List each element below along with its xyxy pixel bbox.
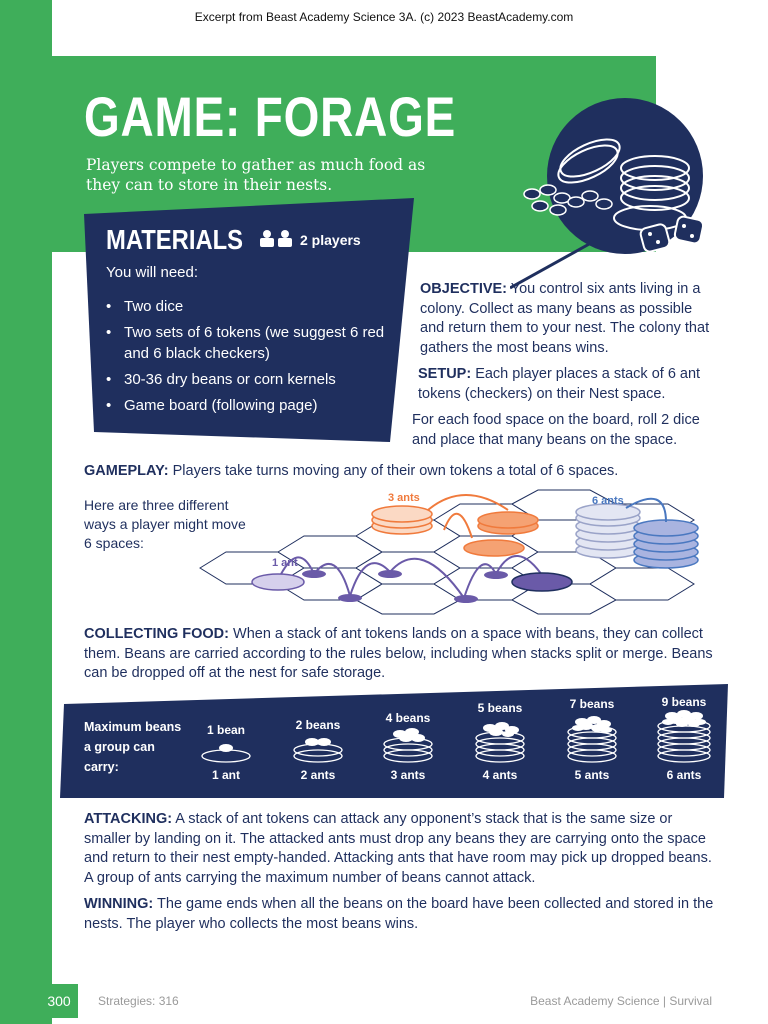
left-green-stripe bbox=[0, 0, 52, 1024]
page-subtitle: Players compete to gather as much food as they can to store in their nests. bbox=[86, 156, 426, 194]
footer-book: Beast Academy Science | Survival bbox=[530, 994, 712, 1008]
page-number: 300 bbox=[40, 984, 78, 1018]
ants-label: 4 ants bbox=[482, 768, 518, 782]
setup-text: Each player places a stack of 6 ant tokens (checkers) on their Nest space. bbox=[418, 366, 701, 402]
page-title: GAME: FORAGE bbox=[84, 85, 457, 148]
ants-label: 2 ants bbox=[300, 768, 336, 782]
collecting-text: When a stack of ant tokens lands on a space with beans, they can collect them. Beans are carried according to the rules below, including when stacks split or merge. Beans can be dropped off at the nest for safe storage. bbox=[84, 626, 713, 681]
movement-diagram bbox=[196, 486, 720, 616]
materials-item: • Game board (following page) bbox=[106, 395, 396, 416]
objective-paragraph bbox=[420, 280, 720, 358]
attacking-text: A stack of ant tokens can attack any opponent’s stack that is the same size or smaller by landing on it. The attacked ants must drop any beans they are carrying onto the space and return to their nest empty-handed. Attacking ants that have room may pick up dropped beans. A group of ants carrying the maximum number of beans cannot attack. bbox=[84, 811, 712, 886]
gameplay-text: Players take turns moving any of their own tokens a total of 6 spaces. bbox=[168, 463, 619, 479]
attacking-label: ATTACKING: bbox=[84, 811, 173, 827]
carry-table-label: Maximum beans a group can carry: bbox=[84, 720, 182, 774]
setup-paragraph bbox=[418, 365, 718, 404]
beans-label: 1 bean bbox=[206, 723, 245, 737]
ants-label: 1 ant bbox=[211, 768, 240, 782]
materials-heading: MATERIALS bbox=[106, 224, 244, 255]
ants-label: 5 ants bbox=[574, 768, 610, 782]
diagram-intro: Here are three different ways a player might move 6 spaces: bbox=[84, 497, 246, 551]
ants-label: 3 ants bbox=[390, 768, 426, 782]
beans-label: 9 beans bbox=[661, 695, 707, 709]
materials-item: • 30-36 dry beans or corn kernels bbox=[106, 369, 396, 390]
objective-label: OBJECTIVE: bbox=[420, 281, 508, 297]
gameplay-label: GAMEPLAY: bbox=[84, 463, 169, 479]
objective-text: You control six ants living in a colony. Collect as many beans as possible and return them to your nest. The colony that gathers the most beans wins. bbox=[420, 281, 710, 356]
label-1-ant: 1 ant bbox=[272, 557, 298, 569]
materials-item: • Two dice bbox=[106, 296, 396, 317]
label-6-ants: 6 ants bbox=[592, 495, 624, 507]
players-icon bbox=[258, 228, 296, 248]
materials-intro: You will need: bbox=[106, 264, 199, 281]
beans-label: 4 beans bbox=[385, 711, 431, 725]
winning-paragraph bbox=[84, 895, 714, 934]
players-count: 2 players bbox=[300, 232, 361, 248]
gameplay-paragraph bbox=[84, 462, 724, 482]
beans-label: 2 beans bbox=[295, 718, 341, 732]
setup-label: SETUP: bbox=[418, 366, 472, 382]
attacking-paragraph bbox=[84, 810, 714, 888]
beans-label: 7 beans bbox=[569, 697, 615, 711]
winning-label: WINNING: bbox=[84, 896, 154, 912]
ants-label: 6 ants bbox=[666, 768, 702, 782]
footer-strategies: Strategies: 316 bbox=[98, 994, 179, 1008]
collecting-label: COLLECTING FOOD: bbox=[84, 626, 229, 642]
tokens-illustration bbox=[510, 98, 732, 298]
excerpt-header: Excerpt from Beast Academy Science 3A. (c) 2023 BeastAcademy.com bbox=[194, 10, 574, 24]
beans-label: 5 beans bbox=[477, 701, 523, 715]
winning-text: The game ends when all the beans on the board have been collected and stored in the nests. The player who collects the most beans wins. bbox=[84, 896, 714, 932]
materials-item: • Two sets of 6 tokens (we suggest 6 red and 6 black checkers) bbox=[106, 322, 396, 364]
food-space-paragraph: For each food space on the board, roll 2 dice and place that many beans on the space. bbox=[412, 412, 700, 448]
label-3-ants: 3 ants bbox=[388, 492, 420, 504]
collecting-paragraph bbox=[84, 625, 714, 684]
materials-list bbox=[106, 296, 396, 421]
